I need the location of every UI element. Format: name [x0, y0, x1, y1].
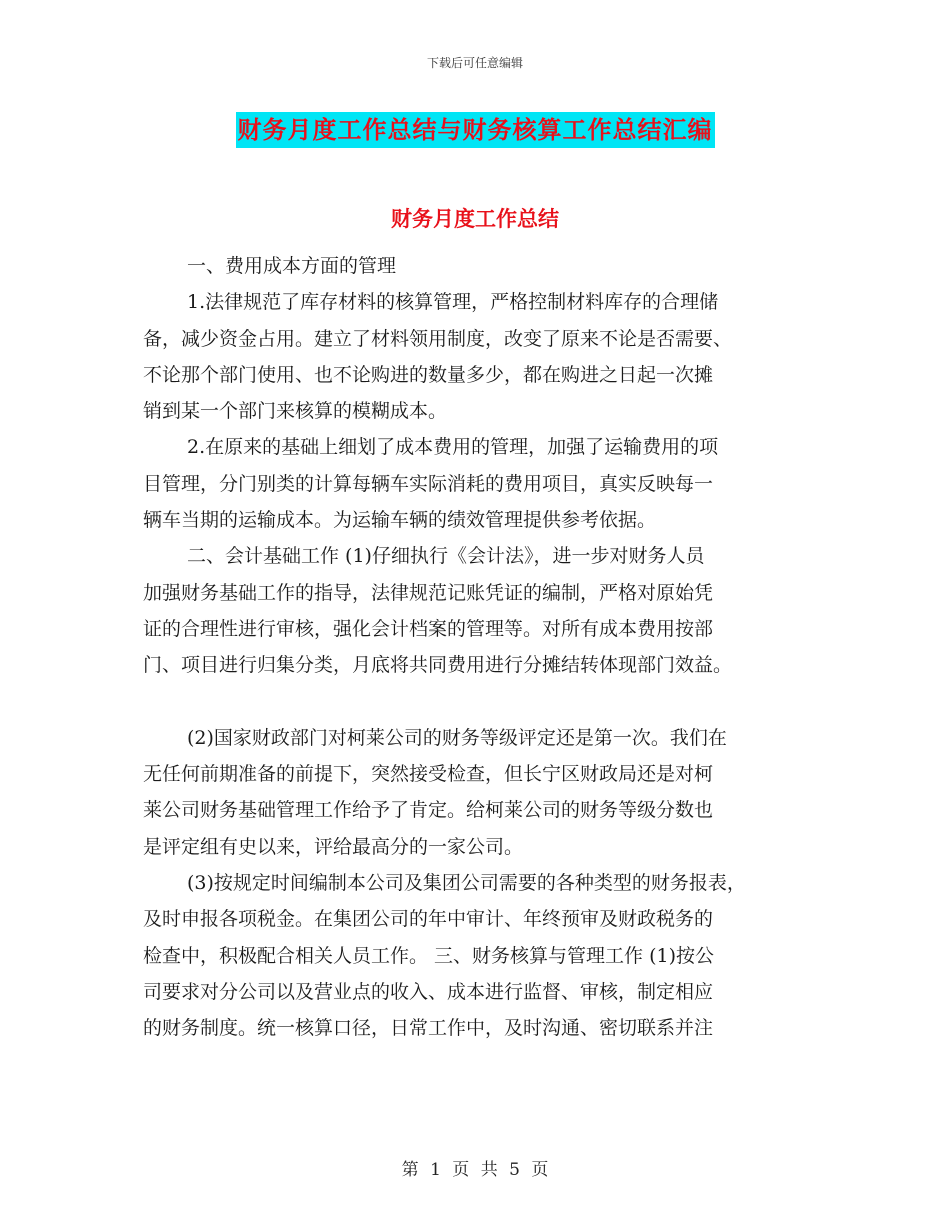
text-line: 目管理，分门别类的计算每辆车实际消耗的费用项目，真实反映每一: [143, 472, 714, 495]
text-line: 销到某一个部门来核算的模糊成本。: [143, 400, 448, 423]
section-title: 财务月度工作总结: [391, 207, 559, 231]
text-line: 及时申报各项税金。在集团公司的年中审计、年终预审及财政税务的: [143, 908, 714, 931]
text-line: (2)国家财政部门对柯莱公司的财务等级评定还是第一次。我们在: [187, 726, 727, 749]
text-line: 1.法律规范了库存材料的核算管理，严格控制材料库存的合理储: [187, 291, 719, 314]
text-line: 无任何前期准备的前提下，突然接受检查，但长宁区财政局还是对柯: [143, 763, 714, 786]
text-line: 是评定组有史以来，评给最高分的一家公司。: [143, 835, 524, 858]
header-note: 下载后可任意编辑: [426, 56, 523, 70]
text-line: 辆车当期的运输成本。为运输车辆的绩效管理提供参考依据。: [143, 509, 657, 532]
text-line: 的财务制度。统一核算口径，日常工作中，及时沟通、密切联系并注: [143, 1017, 714, 1040]
document-body: [143, 248, 813, 1047]
text-line: 司要求对分公司以及营业点的收入、成本进行监督、审核，制定相应: [143, 980, 714, 1003]
text-line: 门、项目进行归集分类，月底将共同费用进行分摊结转体现部门效益。: [143, 654, 733, 677]
text-line: 莱公司财务基础管理工作给予了肯定。给柯莱公司的财务等级分数也: [143, 799, 714, 822]
text-line: 二、会计基础工作 (1)仔细执行《会计法》，进一步对财务人员: [187, 545, 705, 568]
text-line: 证的合理性进行审核，强化会计档案的管理等。对所有成本费用按部: [143, 617, 714, 640]
paragraph-gap: [143, 684, 813, 720]
text-line: 不论那个部门使用、也不论购进的数量多少，都在购进之日起一次摊: [143, 363, 714, 386]
text-line: 检查中，积极配合相关人员工作。 三、财务核算与管理工作 (1)按公: [143, 944, 714, 967]
text-line: 2.在原来的基础上细划了成本费用的管理，加强了运输费用的项: [187, 436, 719, 459]
text-line: (3)按规定时间编制本公司及集团公司需要的各种类型的财务报表，: [187, 872, 746, 895]
text-line: 一、费用成本方面的管理: [187, 255, 397, 277]
document-title: [0, 112, 950, 148]
text-line: 加强财务基础工作的指导，法律规范记账凭证的编制，严格对原始凭: [143, 581, 714, 604]
document-title-text: 财务月度工作总结与财务核算工作总结汇编: [236, 112, 715, 148]
page-footer: 第 1 页 共 5 页: [401, 1160, 549, 1180]
text-line: 备，减少资金占用。建立了材料领用制度，改变了原来不论是否需要、: [143, 327, 733, 350]
